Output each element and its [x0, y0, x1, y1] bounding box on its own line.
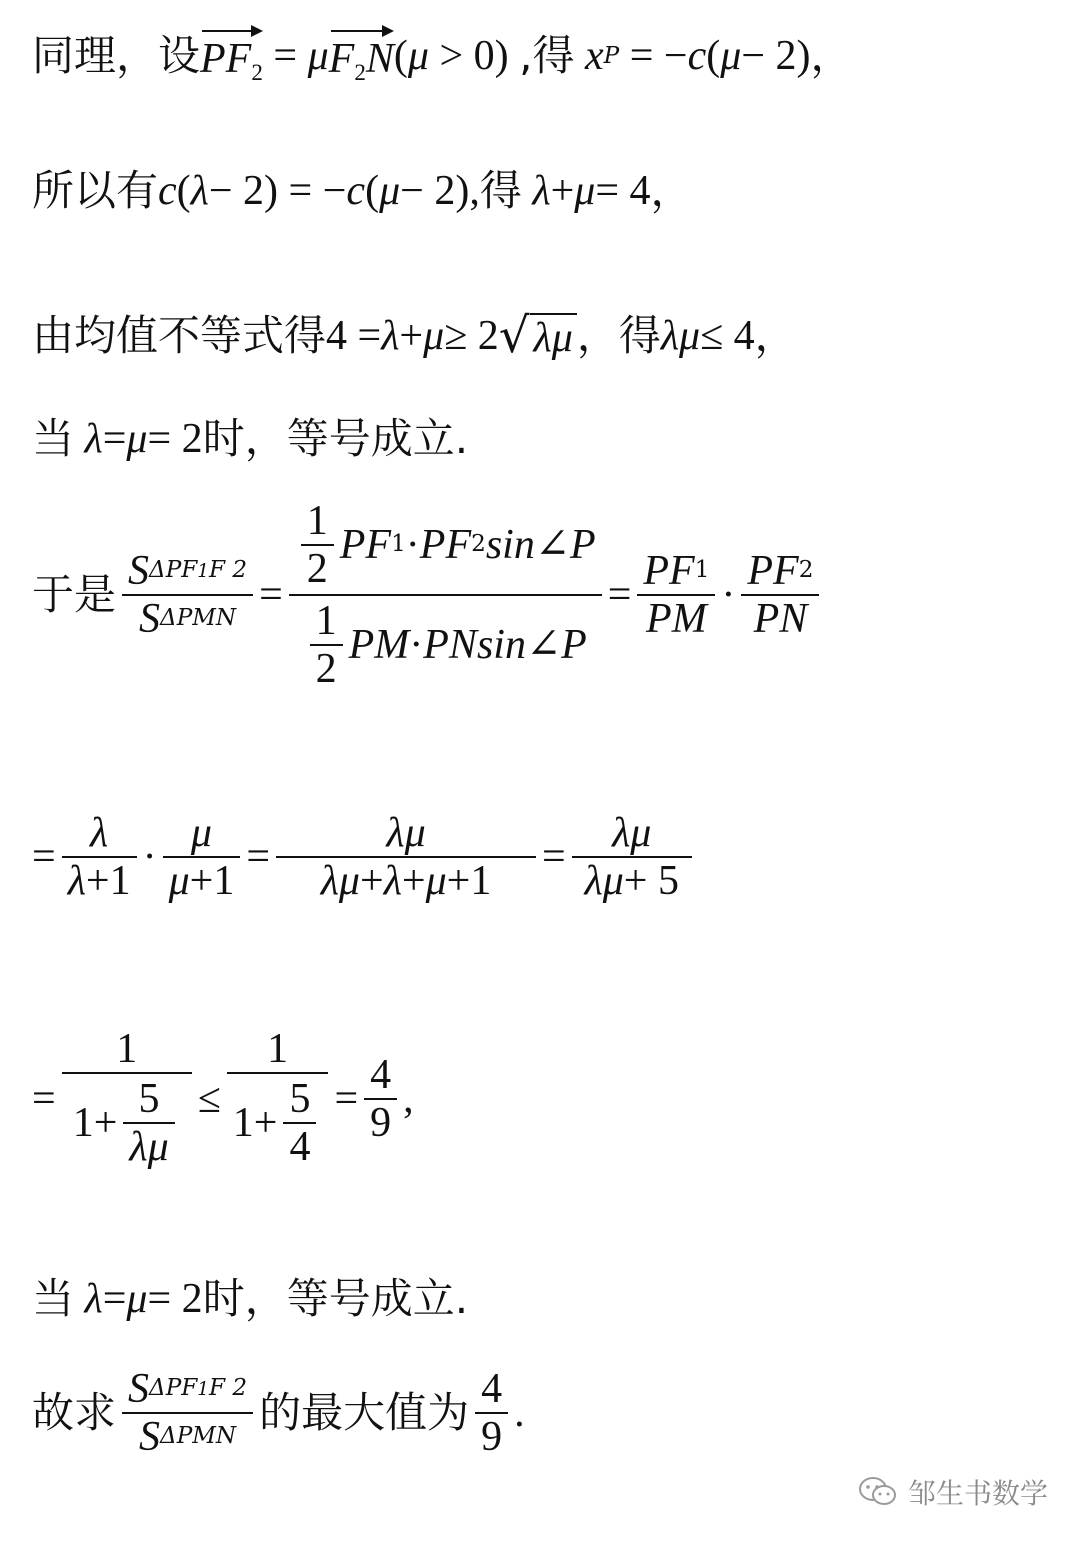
vector-F2N: $F_2N$ — [329, 28, 394, 84]
vector-PF2: $PF_2$ — [200, 28, 263, 84]
text-junzhi: 由均值不等式得 — [32, 311, 327, 361]
line-area-ratio: 于是 S ΔPF1F 2 S ΔPMN = $\frac{1}{2}$ PF 1 · PF 2 sin ∠ P $\frac{1}{2}$ PM · PNsin ∠ P = PF 1 PM · PF 2 PN — [32, 496, 825, 694]
line-final-inequality: = 1 1+ $\frac{5}{\lambda\mu}$ ≤ 1 1+ $\frac{5}{4}$ = $\frac{4}{9}$ , — [32, 1026, 414, 1170]
line-equality-condition-1: 当 λ = μ = 2 时， 等号成立. — [32, 414, 469, 463]
frac-area-ratio: S ΔPF1F 2 S ΔPMN — [122, 548, 253, 642]
line-lambda-mu-frac: = λ λ +1 · μ μ +1 = λμ λμ + λ + μ +1 = λμ λμ + 5 — [32, 810, 698, 904]
text-suoyiyou: 所以有 — [32, 166, 159, 215]
line-equality-condition-2: 当 λ = μ = 2 时， 等号成立. — [32, 1274, 469, 1323]
watermark — [858, 1472, 1048, 1512]
text-de: ,得 — [519, 31, 575, 81]
text-tongli: 同理，设 — [32, 31, 201, 81]
wechat-icon — [858, 1475, 898, 1509]
line-conclusion: 故求 S ΔPF1F 2 S ΔPMN 的最大值为 $\frac{4}{9}$ . — [32, 1366, 525, 1460]
line-equation: 所以有 c ( λ − 2) = − c ( μ − 2), 得 λ + μ = 4 ， — [32, 166, 693, 215]
line-vector-relation: 同理，设 $PF_2$ = μ $F_2N$ ( μ > 0) ,得 x P = − c ( μ − 2) ， — [32, 28, 853, 84]
watermark-label: 邹生书数学 — [907, 1477, 1048, 1510]
line-am-gm: 由均值不等式得 4 = λ + μ ≥ 2 √ λμ ，得 λμ ≤ 4 ， — [32, 308, 797, 364]
frac-sine-area: $\frac{1}{2}$ PF 1 · PF 2 sin ∠ P $\frac{1}{2}$ PM · PNsin ∠ P — [289, 496, 602, 694]
